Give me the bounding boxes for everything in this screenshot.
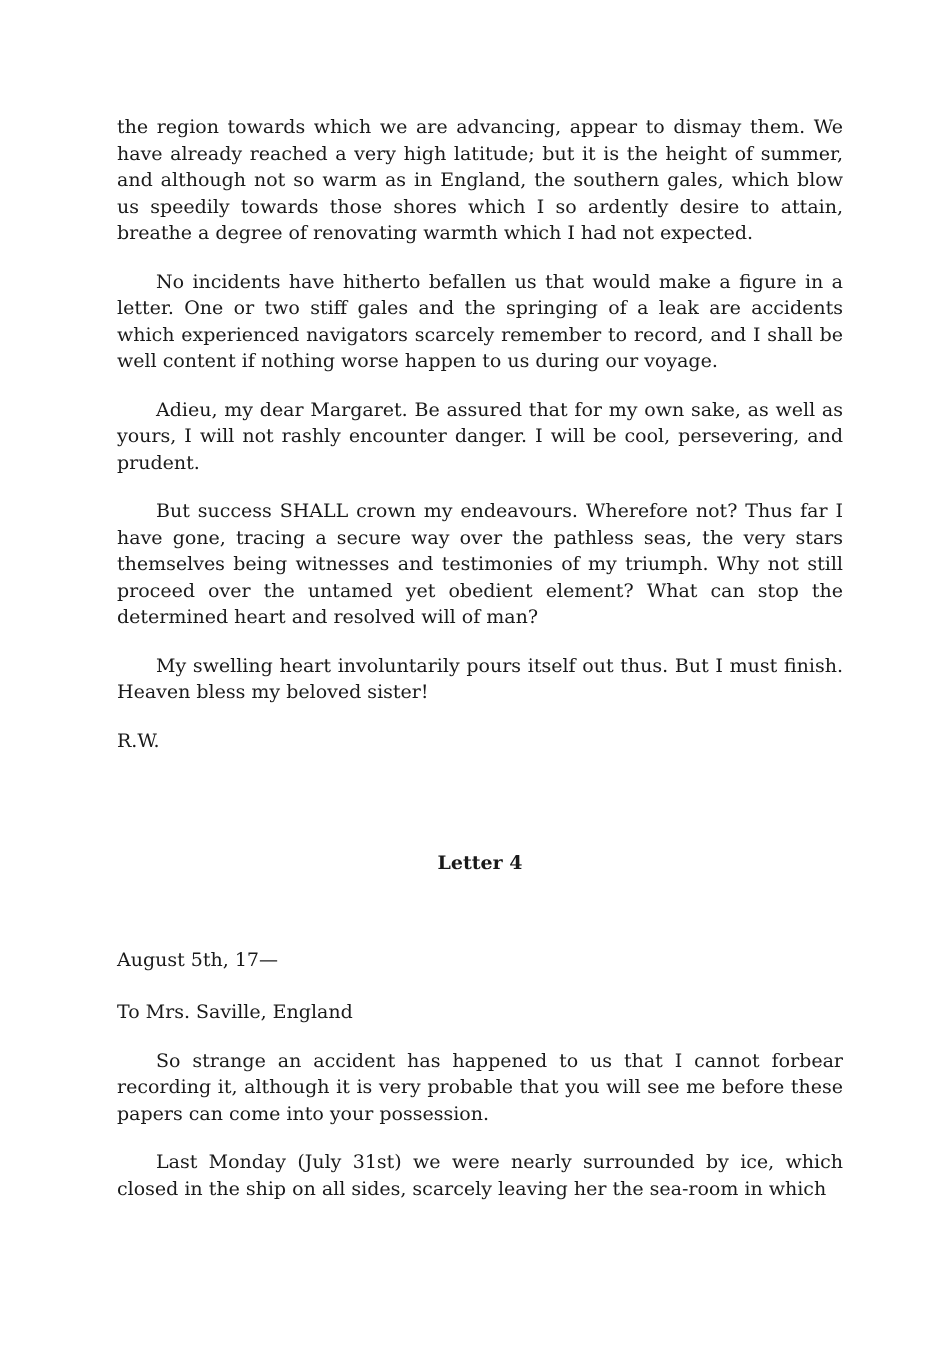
paragraph: Last Monday (July 31st) we were nearly surrounded by ice, which closed in the ship on all sides, scarcely leaving her the sea-room in which: [117, 1151, 843, 1200]
document-page: [117, 114, 843, 1224]
letter-recipient: To Mrs. Saville, England: [117, 1001, 353, 1023]
paragraph: So strange an accident has happened to us that I cannot forbear recording it, although it is very probable that you will see me before these papers can come into your possession.: [117, 1049, 843, 1125]
letter-signature: R.W.: [117, 729, 160, 752]
paragraph: But success SHALL crown my endeavours. Wherefore not? Thus far I have gone, tracing a secure way over the pathless seas, the very stars themselves being witnesses and testimonies of my triumph. Why not still proceed over the untamed yet obedient element? What can stop the determined heart and resolved will of man?: [117, 500, 843, 628]
paragraph: My swelling heart involuntarily pours itself out thus. But I must finish. Heaven bless my beloved sister!: [117, 654, 843, 703]
letter-date: August 5th, 17—: [117, 948, 278, 971]
paragraph: No incidents have hitherto befallen us that would make a figure in a letter. One or two stiff gales and the springing of a leak are accidents which experienced navigators scarcely remember to record, and I shall be well content if nothing worse happen to us during our voyage.: [117, 270, 843, 372]
paragraph: the region towards which we are advancing, appear to dismay them. We have already reached a very high latitude; but it is the height of summer, and although not so warm as in England, the southern gales, which blow us speedily towards those shores which I so ardently desire to attain, breathe a degree of renovating warmth which I had not expected.: [117, 116, 843, 244]
chapter-heading: Letter 4: [437, 852, 523, 874]
paragraph: Adieu, my dear Margaret. Be assured that for my own sake, as well as yours, I will not rashly encounter danger. I will be cool, persevering, and prudent.: [117, 398, 843, 474]
